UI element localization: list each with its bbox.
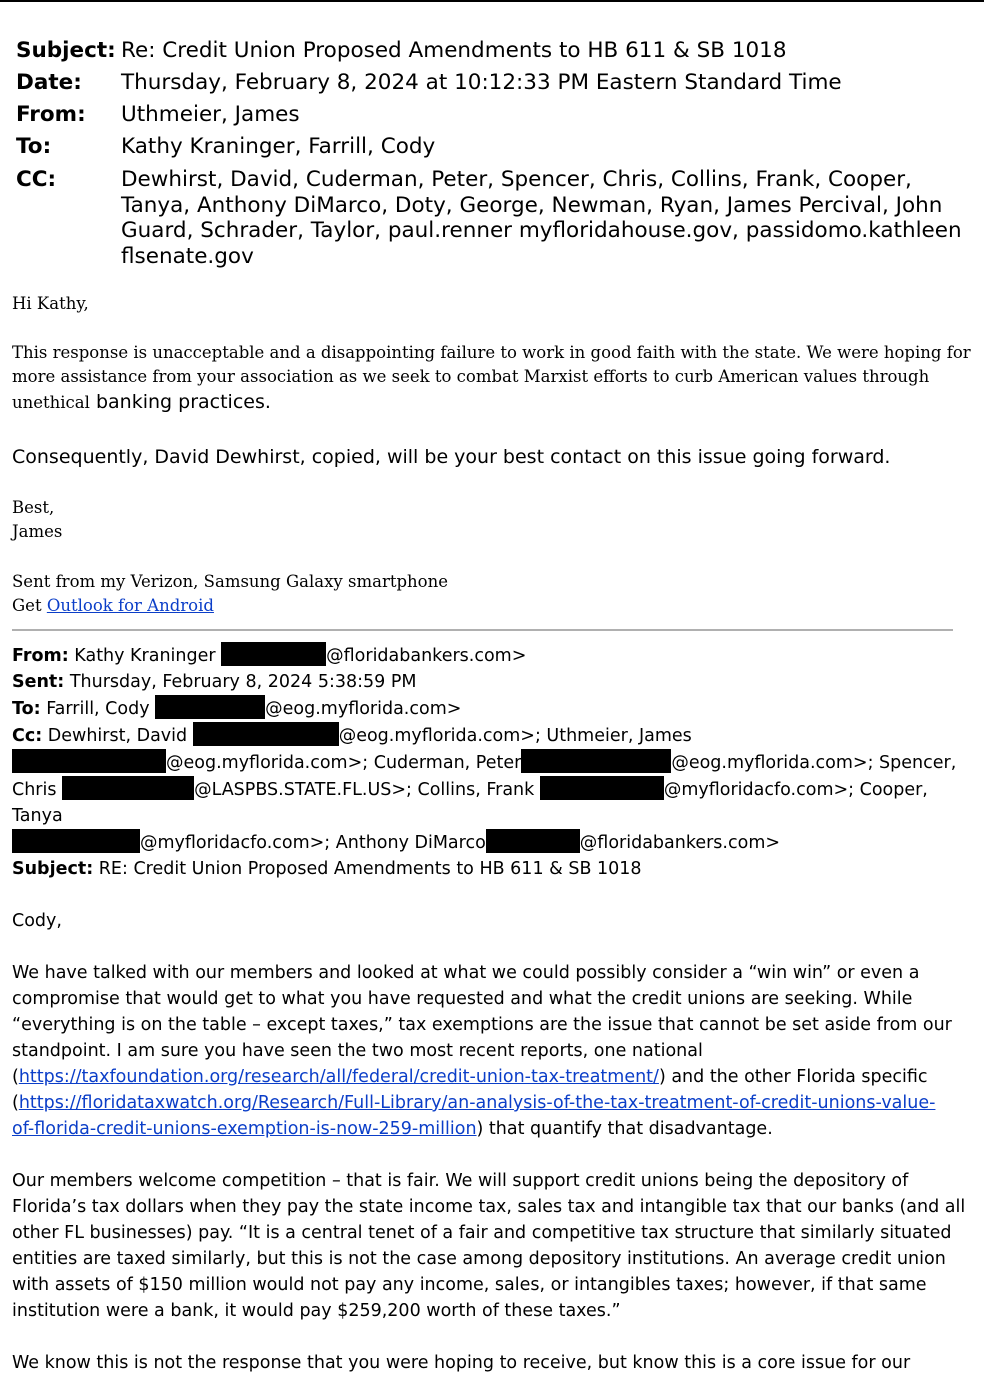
taxfoundation-link[interactable]: https://taxfoundation.org/research/all/federal/credit-union-tax-treatment/ [18,1067,659,1087]
quoted-from-label: From: [12,646,69,666]
quoted-cc-line [12,829,974,856]
paragraph-line: institution were a bank, it would pay $259,200 worth of these taxes.” [12,1301,621,1321]
subject-value: Re: Credit Union Proposed Amendments to HB 611 & SB 1018 [121,38,787,63]
cc-line: flsenate.gov [121,243,254,269]
paragraph-line: (https://taxfoundation.org/research/all/federal/credit-union-tax-treatment/) and the other Florida specific [12,1067,928,1087]
floridataxwatch-link[interactable]: https://floridataxwatch.org/Research/Full-Library/an-analysis-of-the-tax-treatment-of-credit-unions-value- [18,1093,936,1113]
quoted-to-domain: @eog.myflorida.com> [265,699,462,719]
paragraph-text: ) and the other Florida specific [658,1067,928,1087]
quoted-cc-line [12,722,974,749]
quoted-subject-label: Subject: [12,859,94,879]
quoted-from-domain: @floridabankers.com> [326,646,527,666]
quoted-cc-line [12,776,974,829]
paragraph-line: Our members welcome competition – that is fair. We will support credit unions being the depository of [12,1171,909,1191]
paragraph-line: compromise that would get to what you have requested and what the credit unions are seeking. While [12,989,913,1009]
quoted-to-name: Farrill, Cody [40,699,156,719]
quoted-cc-line [12,749,974,776]
reply-paragraph-line [12,390,972,416]
paragraph-line: standpoint. I am sure you have seen the two most recent reports, one national [12,1041,703,1061]
from-label: From: [16,102,86,127]
redaction-block [12,749,166,773]
quoted-greeting: Cody, [12,911,62,931]
quoted-cc-text: @eog.myflorida.com>; Cuderman, Peter [166,753,522,773]
paragraph-line: other FL businesses) pay. “It is a central tenet of a fair and competitive tax structure that similarly situated [12,1223,952,1243]
reply-paragraph-line: more assistance from your association as we seek to combat Marxist efforts to curb American values through [12,367,930,386]
paragraph-line: We know this is not the response that you were hoping to receive, but know this is a core issue for our [12,1353,911,1373]
quoted-subject-value: RE: Credit Union Proposed Amendments to HB 611 & SB 1018 [93,859,642,879]
redaction-block [155,695,265,719]
quoted-to-label: To: [12,699,41,719]
quoted-cc-text: @eog.myflorida.com>; Spencer, [671,753,957,773]
quoted-to-line [12,695,974,722]
subject-label: Subject: [16,38,116,63]
header-from-row [16,99,976,131]
reply-signature: James [12,522,63,541]
date-value: Thursday, February 8, 2024 at 10:12:33 PM Eastern Standard Time [121,70,842,95]
quoted-from-line [12,642,974,669]
reply-body [12,292,972,619]
paragraph-line [12,1116,974,1142]
paragraph-line: with assets of $150 million would not pay any income, sales, or intangibles taxes; however, if that same [12,1275,927,1295]
quoted-cc-text: Chris [12,780,63,800]
quoted-cc-text: @LASPBS.STATE.FL.US>; Collins, Frank [194,780,540,800]
quoted-cc-text: Dewhirst, David [42,726,193,746]
paragraph-line: entities are taxed similarly, but this is not the case among depository institutions. An average credit union [12,1249,946,1269]
redaction-block [193,722,339,746]
to-label: To: [16,134,52,159]
from-value: Uthmeier, James [121,102,300,127]
cc-line: Dewhirst, David, Cuderman, Peter, Spencer, Chris, Collins, Frank, Cooper, [121,167,912,192]
header-date-row [16,67,976,99]
quoted-subject-line [12,856,974,882]
quoted-cc-text: @myfloridacfo.com>; Cooper, Tanya [12,780,928,826]
paragraph-text: ) that quantify that disadvantage. [476,1119,773,1139]
redaction-block [486,829,580,853]
header-cc-row [16,167,976,269]
cc-label: CC: [16,167,57,192]
header-subject-row [16,35,976,67]
reply-signoff: Best, [12,497,55,517]
floridataxwatch-link-cont[interactable]: of-florida-credit-unions-exemption-is-now-259-million [12,1119,477,1139]
quoted-cc-text: @floridabankers.com> [579,833,781,853]
paragraph-line: We have talked with our members and looked at what we could possibly consider a “win win” or even a [12,963,920,983]
redaction-block [540,776,664,800]
redaction-block [62,776,194,800]
date-label: Date: [16,70,82,95]
quoted-cc-label: Cc: [12,726,43,746]
reply-paragraph-line: This response is unacceptable and a disappointing failure to work in good faith with the state. We were hoping for [12,342,971,362]
quoted-cc-text: @myfloridacfo.com>; Anthony DiMarco [140,833,486,853]
redaction-block [221,642,326,666]
redaction-block [521,749,671,773]
to-value: Kathy Kraninger, Farrill, Cody [121,134,436,159]
paragraph-line: Florida’s tax dollars when they pay the state income tax, sales tax and intangible tax that our banks (and all [12,1197,966,1217]
cc-line: Guard, Schrader, Taylor, paul.renner myfloridahouse.gov, passidomo.kathleen [121,218,962,243]
quoted-sent-value: Thursday, February 8, 2024 5:38:59 PM [64,672,417,692]
header-to-row [16,131,976,163]
paragraph-line: (https://floridataxwatch.org/Research/Full-Library/an-analysis-of-the-tax-treatment-of-credit-unions-value- [12,1093,936,1113]
cc-value [121,167,976,269]
quote-divider [12,629,953,631]
get-prefix: Get [12,596,47,615]
paragraph-line: “everything is on the table – except taxes,” tax exemptions are the issue that cannot be set aside from our [12,1015,952,1035]
reply-phrase: banking practices. [89,390,271,413]
cc-line: Tanya, Anthony DiMarco, Doty, George, Newman, Ryan, James Percival, John [121,192,943,218]
sent-from-line: Sent from my Verizon, Samsung Galaxy smartphone [12,571,448,591]
redaction-block [12,829,140,853]
quoted-cc-text: @eog.myflorida.com>; Uthmeier, James [338,726,692,746]
quoted-sent-label: Sent: [12,672,65,692]
reply-word: unethical [12,392,90,412]
quoted-message [12,642,974,1376]
top-rule [0,0,984,2]
outlook-android-link[interactable]: Outlook for Android [46,596,214,615]
email-header [16,35,976,269]
quoted-sent-line [12,669,974,695]
quoted-from-name: Kathy Kraninger [68,646,222,666]
get-outlook-line [12,594,972,619]
reply-consequently: Consequently, David Dewhirst, copied, will be your best contact on this issue going forward. [12,446,891,468]
reply-greeting: Hi Kathy, [12,294,89,313]
